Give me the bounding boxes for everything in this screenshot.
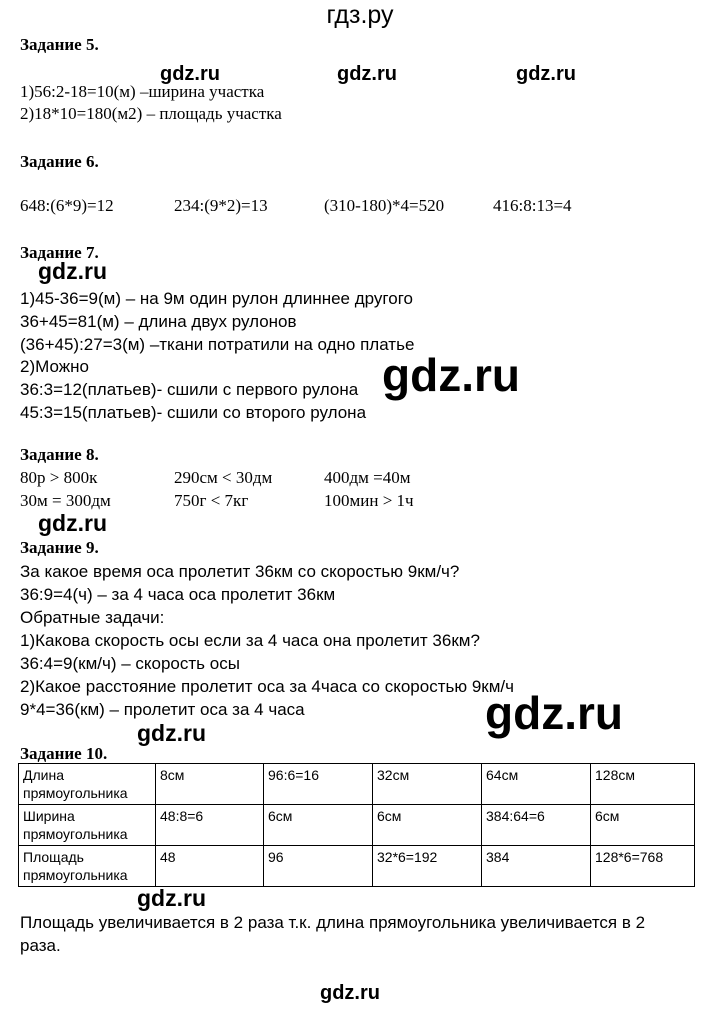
watermark: gdz.ru <box>382 349 520 401</box>
table-cell: 8см <box>156 764 264 805</box>
task9-line: 36:9=4(ч) – за 4 часа оса пролетит 36км <box>20 585 336 604</box>
table-row <box>19 846 695 887</box>
table-cell: 32*6=192 <box>373 846 482 887</box>
task9-line: 36:4=9(км/ч) – скорость осы <box>20 654 240 673</box>
task6-title: Задание 6. <box>20 152 99 171</box>
watermark: gdz.ru <box>320 982 380 1004</box>
task9-line: 2)Какое расстояние пролетит оса за 4часа со скоростью 9км/ч <box>20 677 514 696</box>
task10-conclusion: Площадь увеличивается в 2 раза т.к. длина прямоугольника увеличивается в 2 раза. <box>20 913 646 955</box>
task10-title: Задание 10. <box>20 744 108 763</box>
table-cell: 48:8=6 <box>156 805 264 846</box>
table-cell: 6см <box>591 805 695 846</box>
watermark: gdz.ru <box>38 510 107 536</box>
task9-line: 1)Какова скорость осы если за 4 часа она пролетит 36км? <box>20 631 480 650</box>
task7-line: 36:3=12(платьев)- сшили с первого рулона <box>20 380 359 399</box>
task6-item: 234:(9*2)=13 <box>174 196 268 215</box>
table-cell: 96:6=16 <box>264 764 373 805</box>
task8-item: 400дм =40м <box>324 468 411 487</box>
table-cell: Площадь прямоугольника <box>19 846 156 887</box>
task8-item: 30м = 300дм <box>20 491 111 510</box>
watermark: gdz.ru <box>38 258 107 284</box>
table-cell: 384 <box>482 846 591 887</box>
table-cell: 64см <box>482 764 591 805</box>
watermark: gdz.ru <box>516 63 576 85</box>
task8-item: 80р > 800к <box>20 468 98 487</box>
task8-item: 750г < 7кг <box>174 491 249 510</box>
task9-title: Задание 9. <box>20 538 99 557</box>
table-cell: 384:64=6 <box>482 805 591 846</box>
task7-title: Задание 7. <box>20 243 99 262</box>
task7-line: 2)Можно <box>20 357 89 376</box>
task8-item: 290см < 30дм <box>174 468 273 487</box>
task7-line: (36+45):27=3(м) –ткани потратили на одно платье <box>20 335 415 354</box>
watermark: gdz.ru <box>337 63 397 85</box>
table-cell: 128см <box>591 764 695 805</box>
watermark: gdz.ru <box>137 720 206 746</box>
task9-line: За какое время оса пролетит 36км со скоростью 9км/ч? <box>20 562 460 581</box>
table-row <box>19 805 695 846</box>
task5-line: 2)18*10=180(м2) – площадь участка <box>20 104 282 123</box>
rectangle-table <box>18 763 695 887</box>
task8-item: 100мин > 1ч <box>324 491 414 510</box>
watermark: gdz.ru <box>160 63 220 85</box>
task5-title: Задание 5. <box>20 35 99 54</box>
table-cell: 48 <box>156 846 264 887</box>
task9-line: Обратные задачи: <box>20 608 165 627</box>
table-cell: 6см <box>373 805 482 846</box>
table-cell: 6см <box>264 805 373 846</box>
task6-item: 416:8:13=4 <box>493 196 572 215</box>
table-row <box>19 764 695 805</box>
table-cell: Длина прямоугольника <box>19 764 156 805</box>
task8-title: Задание 8. <box>20 445 99 464</box>
task5-line: 1)56:2-18=10(м) –ширина участка <box>20 82 265 101</box>
task7-line: 45:3=15(платьев)- сшили со второго рулона <box>20 403 367 422</box>
watermark: gdz.ru <box>137 885 206 911</box>
task6-item: 648:(6*9)=12 <box>20 196 114 215</box>
table-cell: 128*6=768 <box>591 846 695 887</box>
table-cell: 96 <box>264 846 373 887</box>
table-cell: 32см <box>373 764 482 805</box>
site-title: гдз.ру <box>326 1 394 29</box>
task9-line: 9*4=36(км) – пролетит оса за 4 часа <box>20 700 305 719</box>
task6-item: (310-180)*4=520 <box>324 196 445 215</box>
task7-line: 1)45-36=9(м) – на 9м один рулон длиннее другого <box>20 289 413 308</box>
task7-line: 36+45=81(м) – длина двух рулонов <box>20 312 297 331</box>
watermark: gdz.ru <box>485 687 623 739</box>
table-cell: Ширина прямоугольника <box>19 805 156 846</box>
